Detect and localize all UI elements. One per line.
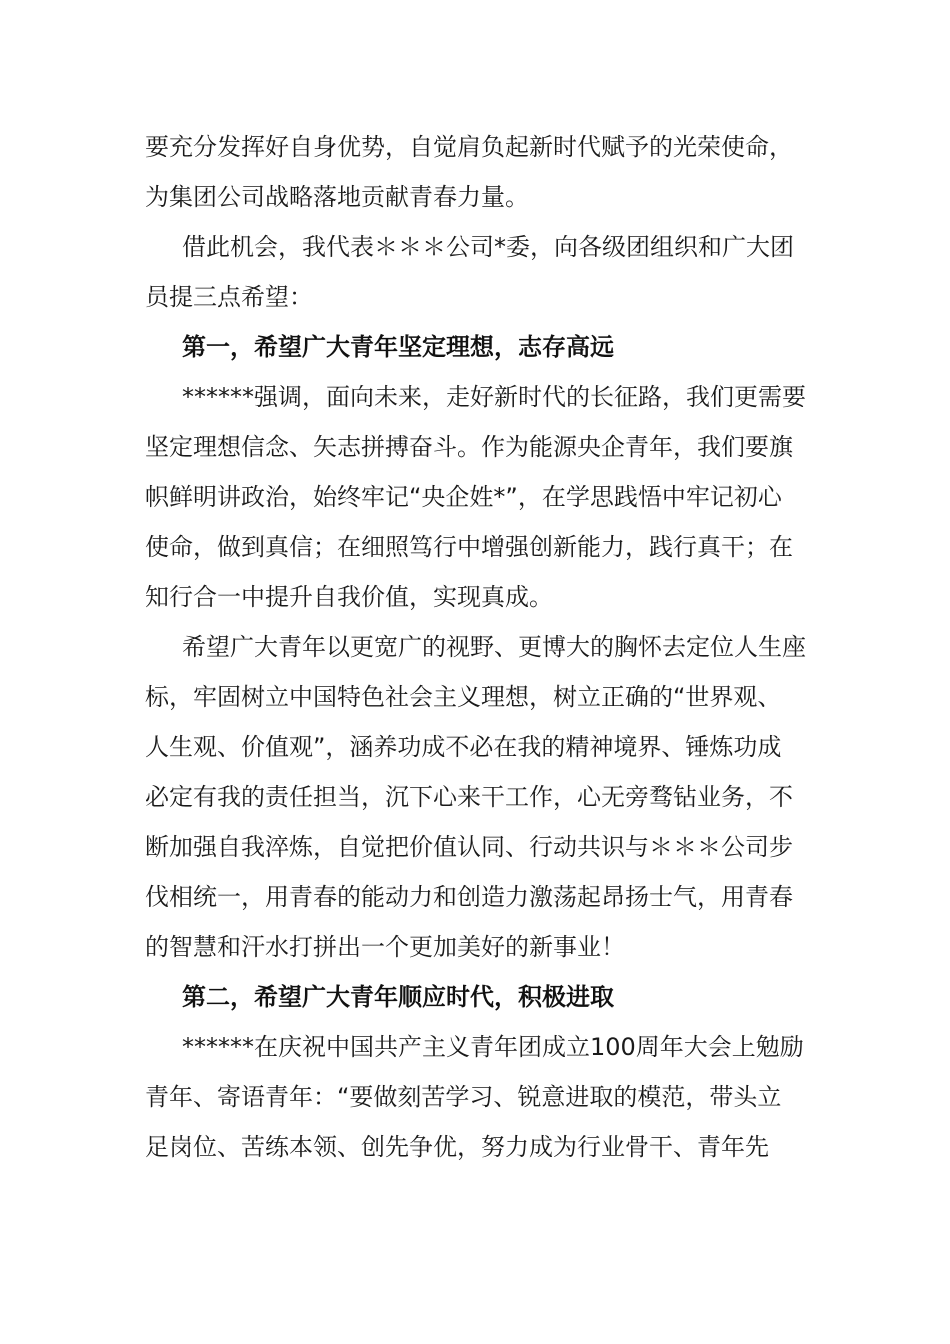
section-heading bbox=[145, 322, 810, 372]
text-line: 帜鲜明讲政治，始终牢记“央企姓*”，在学思践悟中牢记初心 bbox=[145, 483, 782, 511]
paragraph-body bbox=[145, 372, 810, 622]
heading-text: 第二，希望广大青年顺应时代，积极进取 bbox=[182, 983, 614, 1011]
text-line: 伐相统一，用青春的能动力和创造力激荡起昂扬士气，用青春 bbox=[145, 883, 793, 911]
document-body bbox=[145, 122, 810, 1172]
text-line: 要充分发挥好自身优势，自觉肩负起新时代赋予的光荣使命， bbox=[145, 133, 793, 161]
section-heading bbox=[145, 972, 810, 1022]
paragraph-body bbox=[145, 622, 810, 972]
text-line: 足岗位、苦练本领、创先争优，努力成为行业骨干、青年先 bbox=[145, 1133, 769, 1161]
paragraph-body bbox=[145, 1022, 810, 1172]
text-line: 标，牢固树立中国特色社会主义理想，树立正确的“世界观、 bbox=[145, 683, 782, 711]
paragraph-continuation bbox=[145, 122, 810, 222]
heading-text: 第一，希望广大青年坚定理想，志存高远 bbox=[182, 333, 614, 361]
text-line: 青年、寄语青年：“要做刻苦学习、锐意进取的模范，带头立 bbox=[145, 1083, 782, 1111]
text-line: 希望广大青年以更宽广的视野、更博大的胸怀去定位人生座 bbox=[182, 633, 806, 661]
text-line: 知行合一中提升自我价值，实现真成。 bbox=[145, 583, 553, 611]
text-line: ******在庆祝中国共产主义青年团成立100周年大会上勉励 bbox=[182, 1033, 804, 1061]
text-line: 的智慧和汗水打拼出一个更加美好的新事业！ bbox=[145, 933, 625, 961]
text-line: ******强调，面向未来，走好新时代的长征路，我们更需要 bbox=[182, 383, 806, 411]
text-line: 必定有我的责任担当，沉下心来干工作，心无旁骛钻业务，不 bbox=[145, 783, 793, 811]
text-line: 借此机会，我代表＊＊＊公司*委，向各级团组织和广大团 bbox=[182, 233, 794, 261]
text-line: 员提三点希望： bbox=[145, 283, 313, 311]
text-line: 断加强自我淬炼，自觉把价值认同、行动共识与＊＊＊公司步 bbox=[145, 833, 793, 861]
text-line: 人生观、价值观”，涵养功成不必在我的精神境界、锤炼功成 bbox=[145, 733, 782, 761]
text-line: 坚定理想信念、矢志拼搏奋斗。作为能源央企青年，我们要旗 bbox=[145, 433, 793, 461]
text-line: 为集团公司战略落地贡献青春力量。 bbox=[145, 183, 529, 211]
paragraph-body bbox=[145, 222, 810, 322]
text-line: 使命，做到真信；在细照笃行中增强创新能力，践行真干；在 bbox=[145, 533, 793, 561]
